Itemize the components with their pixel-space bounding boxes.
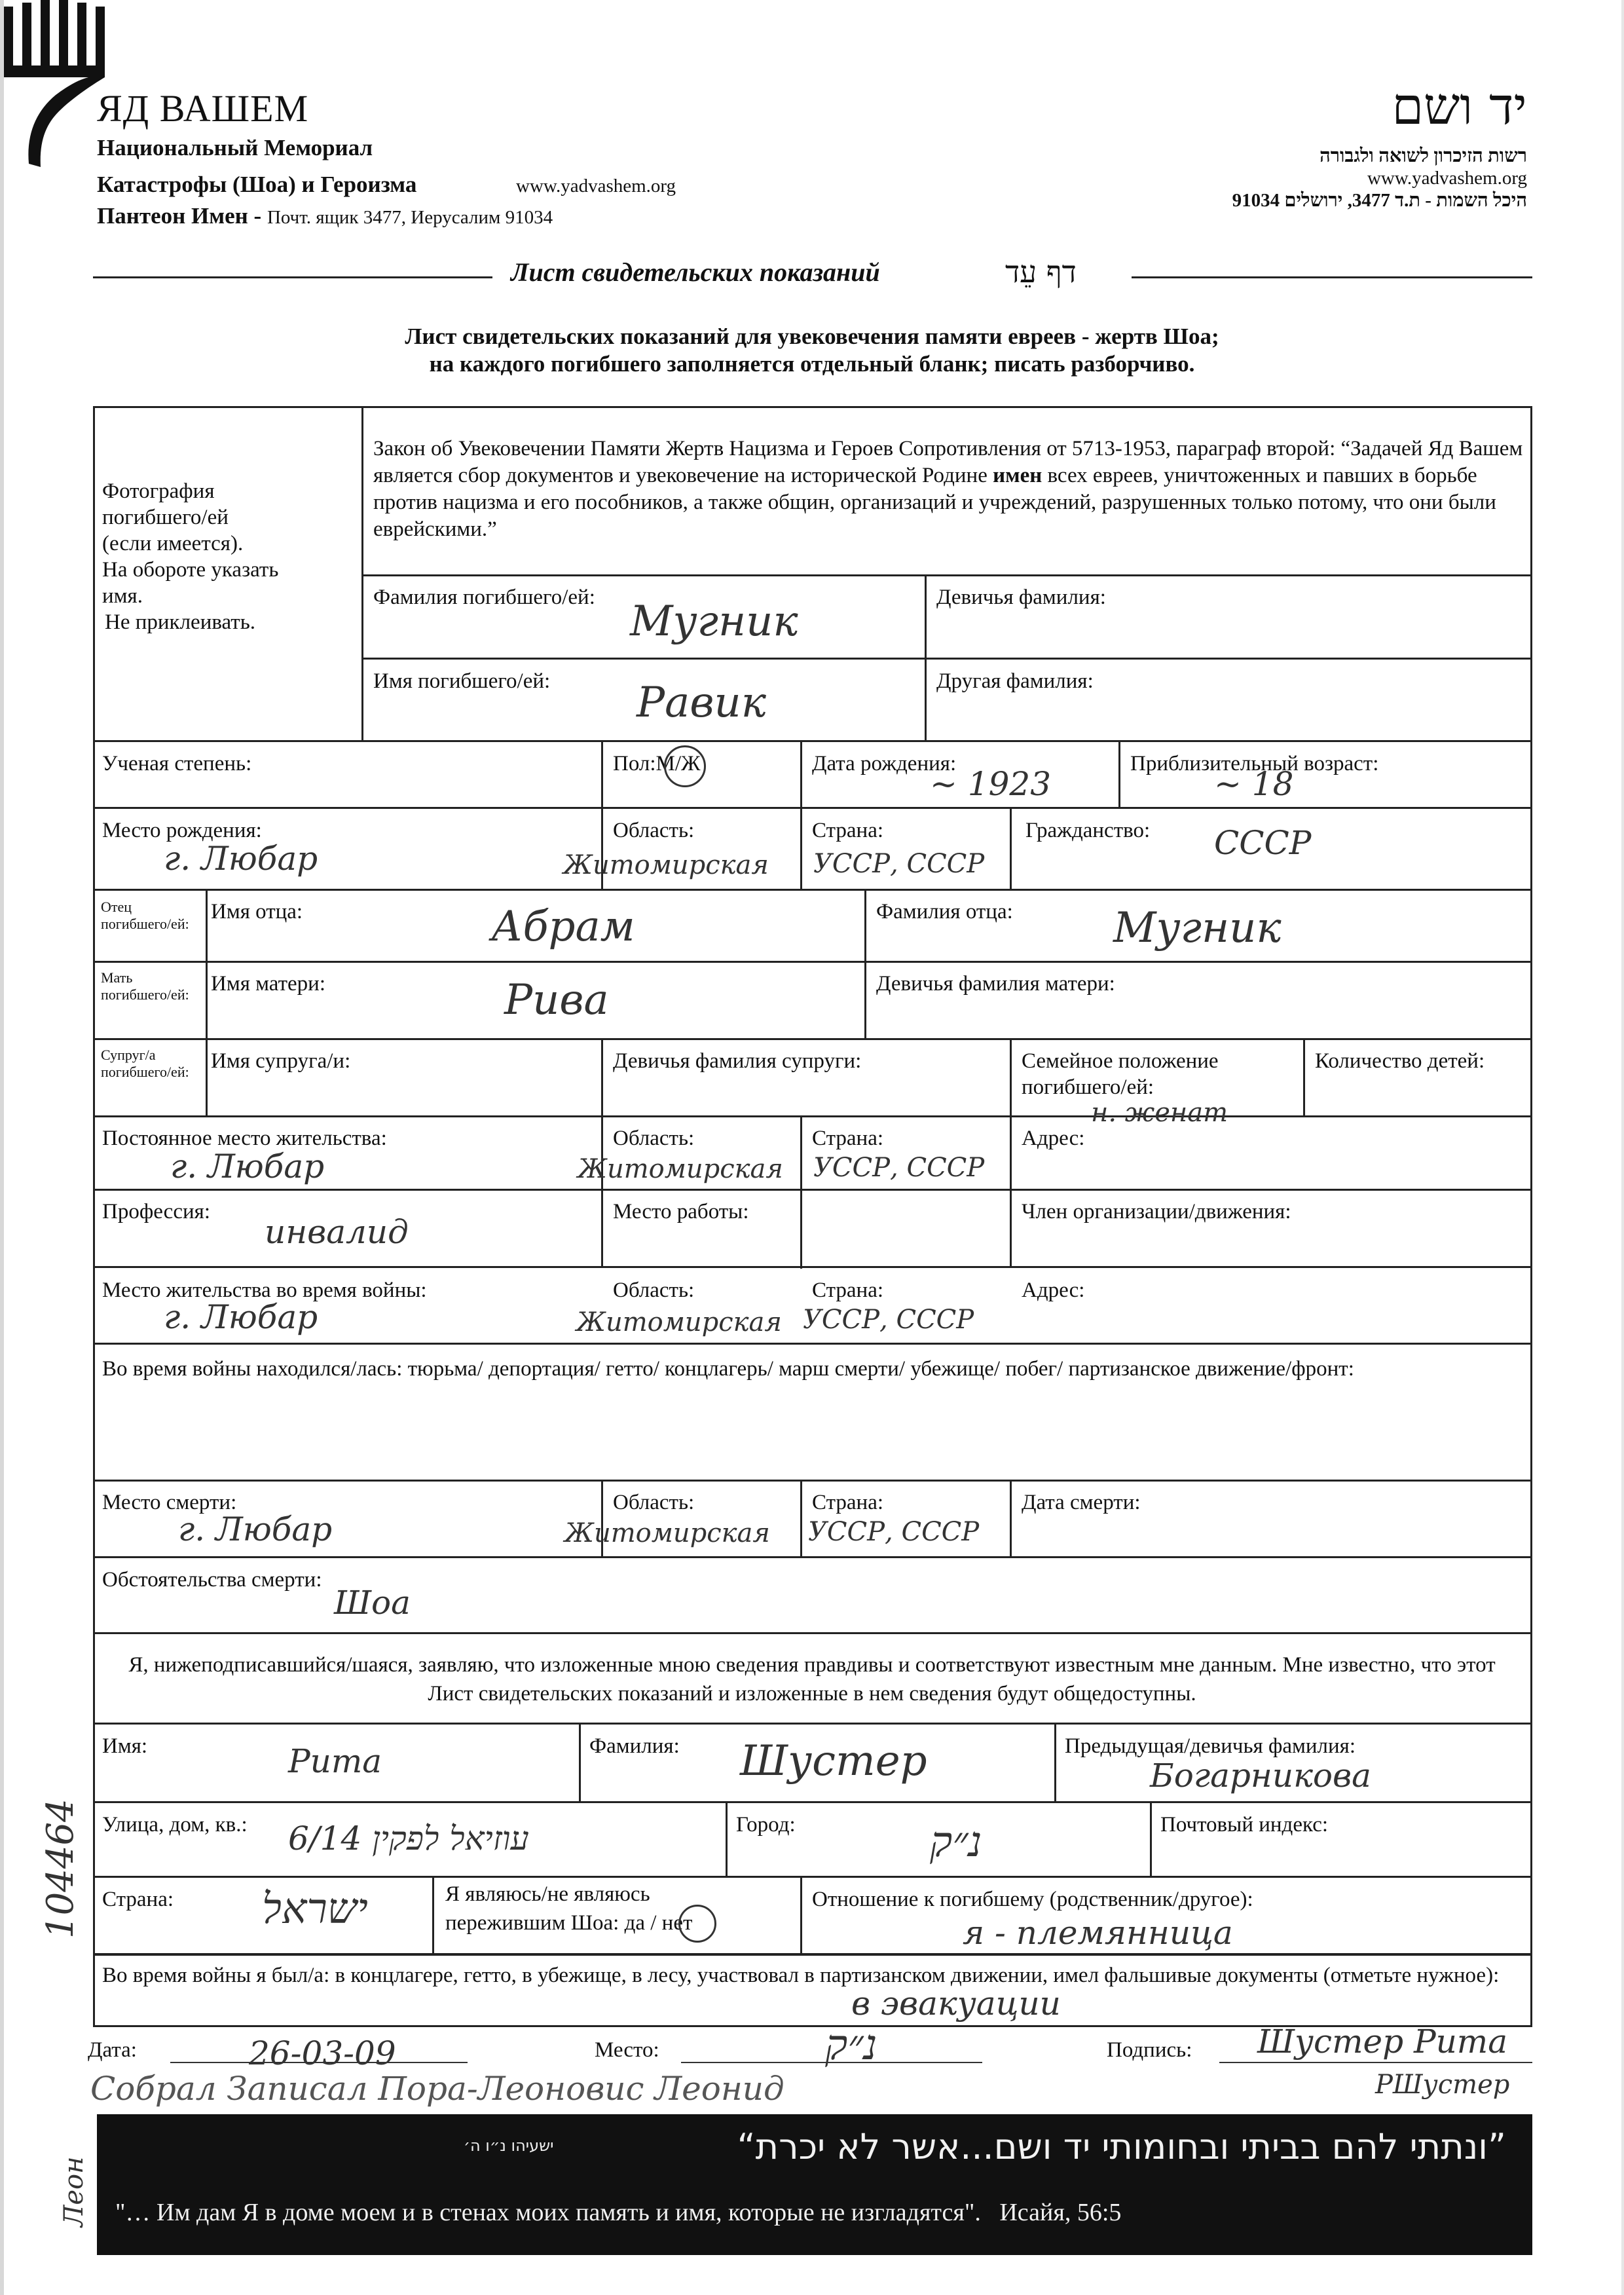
father-name-value[interactable]: Абрам bbox=[491, 903, 635, 951]
marital-status-value[interactable]: н. женат bbox=[1091, 1098, 1228, 1128]
war-country-value[interactable]: УССР, СССР bbox=[803, 1305, 974, 1335]
rule bbox=[93, 1632, 1532, 1634]
title-rule-left bbox=[93, 276, 492, 278]
law-text-1: Закон об Увековечении Памяти Жертв Нацизма и Героев Сопротивления от 5713-1953, параграф второй: “Задачей Яд Вашем является сбор документов и увековечение на исторической Родине bbox=[373, 437, 1523, 487]
spouse-side-label: Супруг/а погибшего/ей: bbox=[101, 1047, 189, 1080]
witness-street-label: Улица, дом, кв.: bbox=[102, 1813, 248, 1837]
rule bbox=[93, 961, 1532, 963]
law-text-2: всех евреев, уничтоженных и павших в борьбе против нацизма и его пособников, а также общин, организаций и учреждений, разрушенных только потому, что они были еврейскими.” bbox=[373, 464, 1496, 541]
survivor-option-yes[interactable]: да bbox=[624, 1911, 645, 1935]
victim-surname-value[interactable]: Мугник bbox=[630, 597, 798, 646]
marital-status-label: Семейное положение погибшего/ей: bbox=[1022, 1049, 1219, 1099]
rule bbox=[1010, 1480, 1012, 1558]
rule bbox=[93, 807, 1532, 809]
date-label: Дата: bbox=[88, 2038, 137, 2062]
witness-name-value[interactable]: Рита bbox=[288, 1742, 382, 1780]
rule bbox=[93, 1723, 1532, 1725]
rule bbox=[579, 1723, 581, 1801]
rule bbox=[361, 574, 1532, 576]
father-surname-label: Фамилия отца: bbox=[876, 900, 1013, 924]
witness-wartime-label: Во время войны я был/а: в концлагере, гетто, в убежище, в лесу, участвовал в партизанском движении, имел фальшивые документы (отметьте нужное): bbox=[102, 1964, 1500, 1987]
rule bbox=[800, 1115, 802, 1190]
death-circumstances-label: Обстоятельства смерти: bbox=[102, 1568, 322, 1592]
witness-declaration: Я, нижеподписавшийся/шаяся, заявляю, что изложенные мною сведения правдивы и соответствуют известным мне данным. Мне известно, что этот Лист свидетельских показаний и изложенные в нем сведения будут общедоступны. bbox=[128, 1653, 1496, 1706]
rule bbox=[1303, 1038, 1305, 1117]
photo-note-line5: имя. bbox=[102, 584, 143, 608]
rule bbox=[800, 1480, 802, 1558]
yad-vashem-ru-title: ЯД ВАШЕМ bbox=[97, 87, 309, 130]
intro-line-1: Лист свидетельских показаний для увековечения памяти евреев - жертв Шоа; bbox=[405, 324, 1219, 349]
sheet-title: Лист свидетельских показаний bbox=[511, 257, 880, 287]
website-ru: www.yadvashem.org bbox=[516, 176, 676, 196]
signature-line bbox=[1219, 2062, 1532, 2063]
law-paragraph bbox=[373, 436, 1526, 543]
he-address: היכל השמות - ת.ד 3477, ירושלים 91034 bbox=[1232, 190, 1527, 211]
death-country-label: Страна: bbox=[812, 1491, 884, 1514]
dob-label: Дата рождения: bbox=[812, 752, 957, 775]
profession-label: Профессия: bbox=[102, 1200, 210, 1223]
profession-value[interactable]: инвалид bbox=[265, 1213, 409, 1251]
place-value[interactable]: נ״ק bbox=[825, 2021, 877, 2070]
rule bbox=[800, 1189, 802, 1267]
birth-country-value[interactable]: УССР, СССР bbox=[813, 849, 985, 879]
rule bbox=[800, 740, 802, 890]
witness-name-label: Имя: bbox=[102, 1734, 148, 1758]
survivor-label-line1: Я являюсь/не являюсь bbox=[445, 1882, 650, 1906]
death-circumstances-value[interactable]: Шоа bbox=[334, 1584, 411, 1622]
quote-russian-text: "… Им дам Я в доме моем и в стенах моих память и имя, которые не изгладятся". bbox=[115, 2199, 981, 2226]
death-region-value[interactable]: Житомирская bbox=[564, 1518, 770, 1548]
rule bbox=[1118, 740, 1120, 807]
witness-wartime-value[interactable]: в эвакуации bbox=[851, 1985, 1061, 2023]
photo-note-line6: Не приклеивать. bbox=[105, 610, 256, 634]
mother-maiden-label: Девичья фамилия матери: bbox=[876, 972, 1115, 996]
sex-option-f[interactable]: /Ж bbox=[674, 752, 701, 775]
rule bbox=[93, 1038, 1532, 1040]
relation-value[interactable]: я - племянница bbox=[963, 1914, 1233, 1952]
signature-value-2: РШустер bbox=[1375, 2070, 1510, 2100]
witness-surname-value[interactable]: Шустер bbox=[740, 1737, 927, 1785]
birth-region-label: Область: bbox=[613, 819, 695, 842]
birthplace-value[interactable]: г. Любар bbox=[164, 840, 318, 878]
spouse-maiden-label: Девичья фамилия супруги: bbox=[613, 1049, 862, 1073]
rule bbox=[432, 1876, 434, 1955]
rule bbox=[925, 574, 927, 741]
war-region-label: Область: bbox=[613, 1278, 695, 1302]
rule bbox=[206, 889, 208, 1117]
residence-value[interactable]: г. Любар bbox=[170, 1148, 325, 1185]
victim-firstname-label: Имя погибшего/ей: bbox=[373, 669, 551, 693]
rule bbox=[93, 1189, 1532, 1191]
residence-region-label: Область: bbox=[613, 1127, 695, 1150]
rule bbox=[93, 740, 1532, 742]
memorial-address bbox=[97, 203, 553, 229]
approx-age-value[interactable]: ~ 18 bbox=[1214, 765, 1294, 803]
birth-region-value[interactable]: Житомирская bbox=[563, 850, 769, 880]
sex-male-circle-mark bbox=[664, 745, 706, 787]
witness-city-value[interactable]: נ״ק bbox=[930, 1818, 982, 1867]
rule bbox=[93, 1266, 1532, 1268]
dob-value[interactable]: ~ 1923 bbox=[930, 765, 1052, 803]
witness-city-label: Город: bbox=[736, 1813, 796, 1837]
sex-label-prefix: Пол: bbox=[613, 752, 656, 775]
po-box-address: Почт. ящик 3477, Иерусалим 91034 bbox=[267, 207, 553, 228]
photo-note-line3: (если имеется). bbox=[102, 532, 244, 555]
rule bbox=[361, 406, 363, 741]
he-authority-name: רשות הזיכרון לשואה ולגבורה bbox=[1320, 145, 1527, 166]
photo-note-line4: На обороте указать bbox=[102, 558, 279, 582]
quote-hebrew: ”ונתתי להם בביתי ובחומותי יד ושם...אשר לא יכרת“ bbox=[737, 2126, 1506, 2167]
margin-signature: Леон bbox=[59, 2156, 89, 2227]
rule bbox=[864, 889, 866, 1039]
spouse-name-label: Имя супруга/и: bbox=[211, 1049, 351, 1073]
place-label: Место: bbox=[595, 2038, 659, 2062]
death-region-label: Область: bbox=[613, 1491, 695, 1514]
victim-other-surname-label: Другая фамилия: bbox=[936, 669, 1094, 693]
intro-line-2: на каждого погибшего заполняется отдельный бланк; писать разборчиво. bbox=[429, 351, 1195, 377]
rule bbox=[726, 1801, 728, 1877]
rule bbox=[93, 1115, 1532, 1117]
rule bbox=[1150, 1801, 1152, 1877]
rule bbox=[800, 1876, 802, 1955]
memorial-name-line2: Катастрофы (Шоа) и Героизма bbox=[97, 172, 417, 197]
mother-name-label: Имя матери: bbox=[211, 972, 325, 996]
survivor-question bbox=[445, 1910, 692, 1936]
rule bbox=[93, 1480, 1532, 1482]
rule bbox=[93, 1343, 1532, 1345]
mother-name-value[interactable]: Рива bbox=[504, 976, 609, 1024]
residence-label: Постоянное место жительства: bbox=[102, 1127, 387, 1150]
memorial-name-line1: Национальный Мемориал bbox=[97, 135, 373, 160]
hall-of-names-label: Пантеон Имен - bbox=[97, 203, 262, 229]
yad-vashem-he-title: יד ושם bbox=[1392, 77, 1527, 136]
rule bbox=[601, 1038, 603, 1267]
birthplace-label: Место рождения: bbox=[102, 819, 262, 842]
war-address-label: Адрес: bbox=[1022, 1278, 1085, 1302]
approx-age-label: Приблизительный возраст: bbox=[1130, 752, 1379, 775]
death-place-label: Место смерти: bbox=[102, 1491, 237, 1514]
victim-firstname-value[interactable]: Равик bbox=[637, 679, 766, 727]
father-name-label: Имя отца: bbox=[211, 900, 303, 924]
witness-country-label: Страна: bbox=[102, 1888, 174, 1911]
witness-surname-label: Фамилия: bbox=[589, 1734, 680, 1758]
witness-country-value[interactable]: ישראל bbox=[262, 1885, 368, 1933]
quote-russian bbox=[115, 2198, 1121, 2227]
witness-prev-surname-value[interactable]: Богарникова bbox=[1150, 1757, 1371, 1795]
signature-label: Подпись: bbox=[1107, 2038, 1192, 2062]
collector-note: Собрал Записал Пора-Леоновис Леонид bbox=[90, 2070, 784, 2108]
photo-note-line1: Фотография bbox=[102, 479, 215, 503]
witness-postcode-label: Почтовый индекс: bbox=[1160, 1813, 1329, 1837]
signature-value[interactable]: Шустер Рита bbox=[1257, 2023, 1508, 2061]
title-rule-right bbox=[1132, 276, 1532, 278]
relation-label: Отношение к погибшему (родственник/другое): bbox=[812, 1888, 1253, 1911]
rule bbox=[93, 1556, 1532, 1558]
witness-street-value[interactable]: 6/14 עוזיאל לפקין bbox=[288, 1819, 529, 1857]
residence-country-value[interactable]: УССР, СССР bbox=[813, 1153, 985, 1183]
death-place-value[interactable]: г. Любар bbox=[178, 1510, 333, 1548]
death-date-label: Дата смерти: bbox=[1022, 1491, 1141, 1514]
rule bbox=[93, 889, 1532, 891]
law-text-bold: имен bbox=[993, 464, 1043, 487]
war-country-label: Страна: bbox=[812, 1278, 884, 1302]
survivor-label-line2: пережившим Шоа: bbox=[445, 1911, 619, 1935]
rule bbox=[1054, 1723, 1056, 1801]
photo-note-line2: погибшего/ей bbox=[102, 506, 229, 529]
sheet-title-he: דף עֵד bbox=[1005, 254, 1077, 289]
sex-option-m[interactable]: М bbox=[655, 752, 675, 775]
rule bbox=[1010, 807, 1012, 890]
rule bbox=[93, 1876, 1532, 1878]
organization-member-label: Член организации/движения: bbox=[1022, 1200, 1291, 1223]
quote-ref-hebrew: ישעיהו נ״ו ה׳ bbox=[464, 2136, 554, 2155]
rule bbox=[93, 1801, 1532, 1803]
rule bbox=[1010, 1038, 1012, 1267]
wartime-location-label: Во время войны находился/лась: тюрьма/ депортация/ гетто/ концлагерь/ марш смерти/ убежище/ побег/ партизанское движение/фронт: bbox=[102, 1357, 1354, 1381]
death-country-value[interactable]: УССР, СССР bbox=[808, 1517, 980, 1547]
children-count-label: Количество детей: bbox=[1315, 1049, 1485, 1073]
rule bbox=[361, 658, 1532, 660]
workplace-label: Место работы: bbox=[613, 1200, 749, 1223]
survivor-yes-circle-mark bbox=[678, 1905, 716, 1943]
residence-country-label: Страна: bbox=[812, 1127, 884, 1150]
father-side-label: Отец погибшего/ей: bbox=[101, 899, 189, 932]
birth-country-label: Страна: bbox=[812, 819, 884, 842]
residence-address-label: Адрес: bbox=[1022, 1127, 1085, 1150]
residence-region-value[interactable]: Житомирская bbox=[578, 1154, 783, 1184]
quote-russian-ref: Исайя, 56:5 bbox=[999, 2199, 1122, 2226]
victim-surname-label: Фамилия погибшего/ей: bbox=[373, 586, 595, 609]
date-value[interactable]: 26-03-09 bbox=[249, 2034, 396, 2072]
father-surname-value[interactable]: Мугник bbox=[1113, 904, 1282, 952]
citizenship-value[interactable]: СССР bbox=[1214, 824, 1312, 862]
war-region-value[interactable]: Житомирская bbox=[576, 1307, 782, 1337]
witness-prev-surname-label: Предыдущая/девичья фамилия: bbox=[1065, 1734, 1356, 1758]
website-he: www.yadvashem.org bbox=[1367, 168, 1527, 189]
survivor-option-no[interactable]: / нет bbox=[645, 1911, 693, 1935]
victim-maiden-label: Девичья фамилия: bbox=[936, 586, 1106, 609]
citizenship-label: Гражданство: bbox=[1025, 819, 1151, 842]
isaiah-quote-banner bbox=[97, 2114, 1532, 2255]
mother-side-label: Мать погибшего/ей: bbox=[101, 969, 189, 1003]
document-number: 104464 bbox=[39, 1799, 82, 1939]
war-residence-label: Место жительства во время войны: bbox=[102, 1278, 427, 1302]
degree-label: Ученая степень: bbox=[102, 752, 252, 775]
war-residence-value[interactable]: г. Любар bbox=[164, 1298, 318, 1336]
